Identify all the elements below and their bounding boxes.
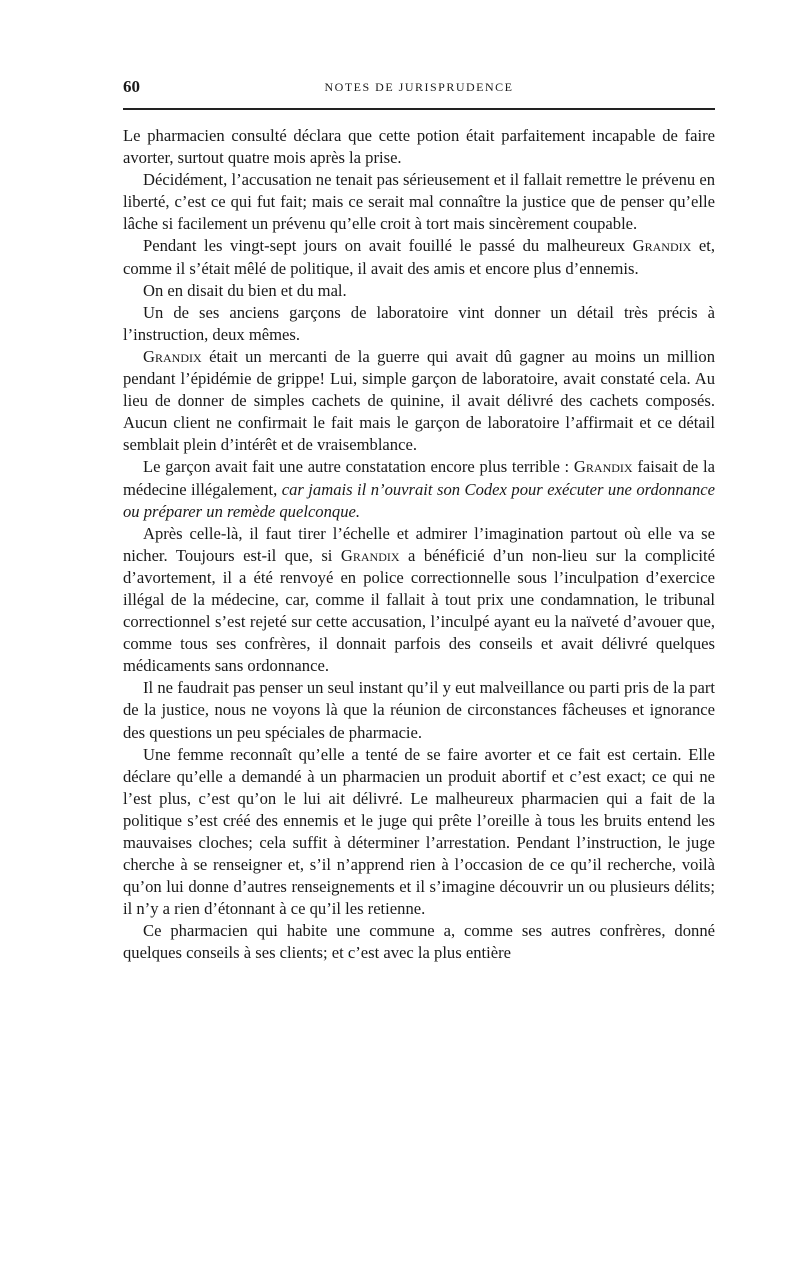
- paragraph: Grandix était un mercanti de la guerre qui avait dû gagner au moins un million pendant l’épidémie de grippe! Lui, simple garçon de laboratoire, avait constaté cela. Au lieu de donner de simples cachets de quinine, il avait délivré des cachets composés. Aucun client ne confirmait le fait mais le garçon de laboratoire l’affirmait et ce détail semblait plein d’intérêt et de vraisemblance.: [123, 346, 715, 455]
- person-name: Grandix: [573, 457, 633, 477]
- person-name: Grandix: [632, 236, 692, 256]
- paragraph: Pendant les vingt-sept jours on avait fouillé le passé du malheureux Grandix et, comme il s’était mêlé de politique, il avait des amis et encore plus d’ennemis.: [123, 236, 716, 278]
- paragraph: Après celle-là, il faut tirer l’échelle et admirer l’imagination partout où elle va se nicher. Toujours est-il que, si Grandix a bénéficié d’un non-lieu sur la complicité d’avortement, il a été renvoyé en police correctionnelle sous l’inculpation d’exercice illégal de la médecine, car, comme il fallait à tout prix une condamnation, le tribunal correctionnel s’est rejeté sur cette accusation, l’inculpé ayant eu la naïveté d’avouer que, comme tous ses confrères, il donnait parfois des conseils et avait délivré quelques médicaments sans ordonnance.: [123, 523, 716, 676]
- paragraph: Il ne faudrait pas penser un seul instant qu’il y eut malveillance ou parti pris de la part de la justice, nous ne voyons là que la réunion de circonstances fâcheuses et ignorance des questions un peu spéciales de pharmacie.: [123, 678, 715, 742]
- paragraph: Le garçon avait fait une autre constatation encore plus terrible : Grandix faisait de la médecine illégalement, car jamais il n’ouvrait son Codex pour exécuter une ordonnance ou préparer un remède quelconque.: [123, 457, 715, 521]
- paragraph: Un de ses anciens garçons de laboratoire vint donner un détail très précis à l’instruction, deux mêmes.: [123, 302, 715, 344]
- person-name: Grandix: [340, 545, 400, 565]
- body-text: [123, 125, 715, 965]
- paragraph: Le pharmacien consulté déclara que cette potion était parfaitement incapable de faire avorter, surtout quatre mois après la prise.: [123, 126, 715, 168]
- header-rule: [123, 108, 715, 110]
- paragraph: Ce pharmacien qui habite une commune a, comme ses autres confrères, donné quelques conseils à ses clients; et c’est avec la plus entière: [123, 921, 715, 963]
- page-number: 60: [123, 77, 140, 96]
- running-title: NOTES DE JURISPRUDENCE: [324, 80, 514, 94]
- paragraph: Décidément, l’accusation ne tenait pas sérieusement et il fallait remettre le prévenu en liberté, c’est ce qui fut fait; mais ce serait mal connaître la justice que de penser qu’elle lâche si facilement un prévenu qu’elle croit à tort mais sincèrement coupable.: [123, 170, 715, 234]
- person-name: Grandix: [143, 346, 202, 366]
- italic-quote: car jamais il n’ouvrait son Codex pour exécuter une ordonnance ou préparer un remède quelconque.: [123, 479, 715, 521]
- paragraph: On en disait du bien et du mal.: [143, 280, 347, 300]
- paragraph: Une femme reconnaît qu’elle a tenté de se faire avorter et ce fait est certain. Elle déclare qu’elle a demandé à un pharmacien un produit abortif et c’est exact; ce qui ne l’est plus, c’est qu’on le lui ait délivré. Le malheureux pharmacien qui a fait de la politique s’est créé des ennemis et le juge qui prête l’oreille à tous les bruits entend les mauvaises cloches; cela suffit à déterminer l’arrestation. Pendant l’instruction, le juge cherche à se renseigner et, s’il n’apprend rien à l’occasion de ce qu’il recherche, voilà qu’on lui donne d’autres renseignements et il s’imagine découvrir un ou plusieurs délits; il n’y a rien d’étonnant à ce qu’il les retienne.: [123, 744, 715, 919]
- page-header: [123, 77, 715, 97]
